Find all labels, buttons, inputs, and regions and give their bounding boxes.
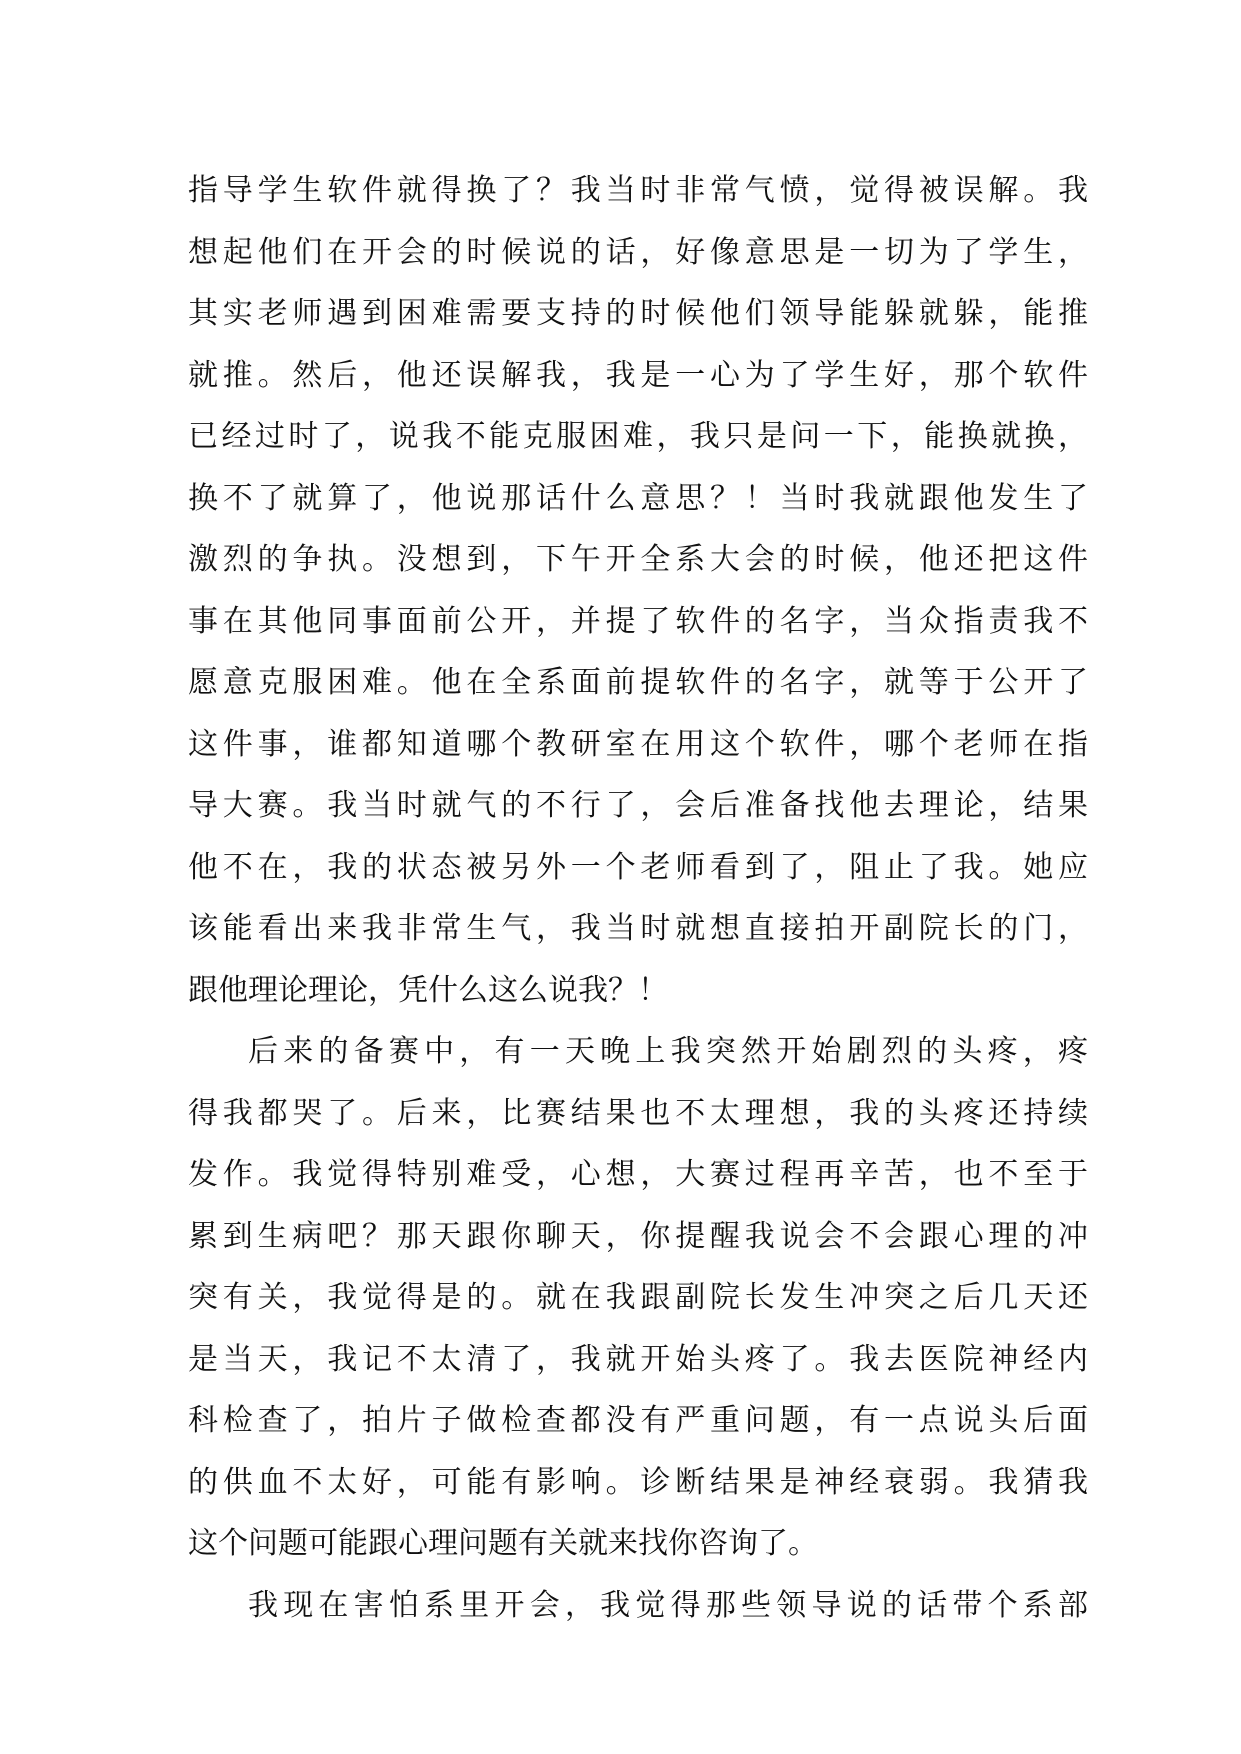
text-line: 我现在害怕系里开会，我觉得那些领导说的话带个系部: [248, 1587, 1088, 1623]
text-line: 得我都哭了。后来，比赛结果也不太理想，我的头疼还持续: [188, 1095, 1088, 1131]
body-text: [188, 160, 1088, 1636]
text-line: 想起他们在开会的时候说的话，好像意思是一切为了学生，: [188, 234, 1088, 270]
text-line: 科检查了，拍片子做检查都没有严重问题，有一点说头后面: [188, 1403, 1088, 1438]
text-line: 就推。然后，他还误解我，我是一心为了学生好，那个软件: [188, 357, 1088, 393]
text-line: 其实老师遇到困难需要支持的时候他们领导能躲就躲，能推: [188, 296, 1088, 331]
text-line: 的供血不太好，可能有影响。诊断结果是神经衰弱。我猜我: [188, 1464, 1088, 1500]
text-line: 愿意克服困难。他在全系面前提软件的名字，就等于公开了: [188, 665, 1088, 700]
text-line: 累到生病吧？那天跟你聊天，你提醒我说会不会跟心理的冲: [188, 1218, 1088, 1254]
text-line: 是当天，我记不太清了，我就开始头疼了。我去医院神经内: [188, 1341, 1088, 1377]
paragraph: [188, 1575, 1088, 1637]
text-line: 突有关，我觉得是的。就在我跟副院长发生冲突之后几天还: [188, 1280, 1088, 1315]
text-line: 跟他理论理论，凭什么这么说我？！: [188, 972, 668, 1008]
text-line: 该能看出来我非常生气，我当时就想直接拍开副院长的门，: [188, 911, 1088, 946]
text-line: 激烈的争执。没想到，下午开全系大会的时候，他还把这件: [188, 542, 1088, 577]
text-line: 导大赛。我当时就气的不行了，会后准备找他去理论，结果: [188, 788, 1088, 823]
text-line: 这个问题可能跟心理问题有关就来找你咨询了。: [188, 1526, 818, 1561]
text-line: 发作。我觉得特别难受，心想，大赛过程再辛苦，也不至于: [188, 1157, 1088, 1192]
paragraph: [188, 1021, 1088, 1575]
text-line: 指导学生软件就得换了？我当时非常气愤，觉得被误解。我: [188, 173, 1088, 208]
text-line: 换不了就算了，他说那话什么意思？！当时我就跟他发生了: [188, 480, 1088, 516]
paragraph: [188, 160, 1088, 1021]
text-line: 事在其他同事面前公开，并提了软件的名字，当众指责我不: [188, 603, 1088, 639]
text-line: 已经过时了，说我不能克服困难，我只是问一下，能换就换，: [188, 419, 1088, 454]
text-line: 后来的备赛中，有一天晚上我突然开始剧烈的头疼，疼: [248, 1034, 1088, 1069]
text-line: 他不在，我的状态被另外一个老师看到了，阻止了我。她应: [188, 849, 1088, 885]
text-line: 这件事，谁都知道哪个教研室在用这个软件，哪个老师在指: [188, 726, 1088, 762]
